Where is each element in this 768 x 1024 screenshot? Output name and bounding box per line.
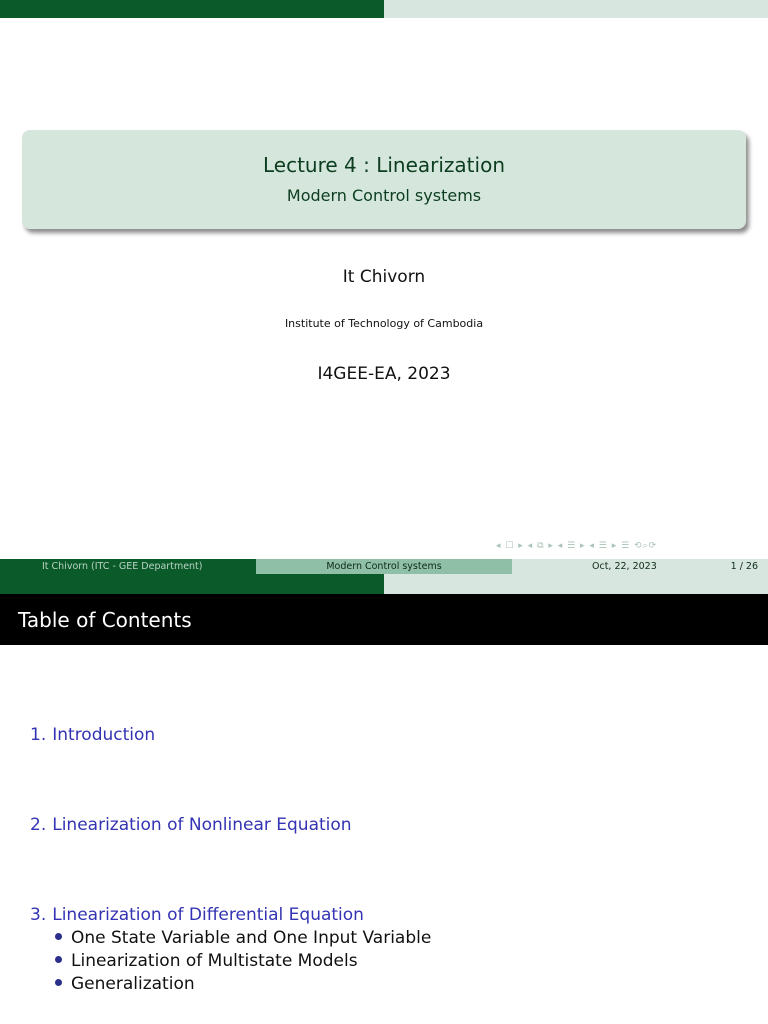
toc-subsection-label: Generalization bbox=[71, 974, 195, 994]
footer-title: Modern Control systems bbox=[256, 559, 512, 574]
navigation-symbols[interactable]: ◂ ☐ ▸ ◂ ⧉ ▸ ◂ ☰ ▸ ◂ ☰ ▸ ☰ ⟲⌕⟳ bbox=[496, 541, 658, 551]
toc-subsection[interactable] bbox=[55, 974, 195, 994]
toc-subsection-label: Linearization of Multistate Models bbox=[71, 951, 358, 971]
toc-label: Linearization of Differential Equation bbox=[52, 905, 364, 925]
header-bar-left bbox=[0, 0, 384, 18]
toc-number: 1. bbox=[30, 725, 47, 745]
frame-title-bar bbox=[0, 594, 768, 645]
bullet-icon bbox=[55, 956, 62, 963]
slide-title: Lecture 4 : Linearization bbox=[262, 153, 505, 177]
footer-date: Oct, 22, 2023 bbox=[592, 561, 657, 572]
toc-subsection[interactable] bbox=[55, 951, 358, 971]
author: It Chivorn bbox=[342, 267, 426, 287]
toc-label: Introduction bbox=[52, 725, 156, 745]
toc-label: Linearization of Nonlinear Equation bbox=[52, 815, 352, 835]
slide-subtitle: Modern Control systems bbox=[286, 186, 482, 205]
footline bbox=[0, 559, 768, 574]
header-bar-right bbox=[384, 0, 768, 18]
footer-author-box bbox=[0, 559, 256, 574]
title-block bbox=[22, 130, 746, 229]
page-number: 1 / 26 bbox=[730, 561, 758, 572]
bullet-icon bbox=[55, 979, 62, 986]
footer-author: It Chivorn (ITC - GEE Department) bbox=[42, 561, 203, 572]
frame-title: Table of Contents bbox=[18, 608, 192, 632]
toc-section-1[interactable] bbox=[30, 725, 155, 745]
toc-number: 2. bbox=[30, 815, 47, 835]
toc-section-2[interactable] bbox=[30, 815, 352, 835]
institute: Institute of Technology of Cambodia bbox=[284, 317, 484, 330]
toc-number: 3. bbox=[30, 905, 47, 925]
bottom-bar bbox=[0, 574, 768, 594]
toc-slide bbox=[0, 594, 768, 1024]
bullet-icon bbox=[55, 933, 62, 940]
bottom-bar-left bbox=[0, 574, 384, 594]
toc-subsection-label: One State Variable and One Input Variable bbox=[71, 928, 432, 948]
date-line: I4GEE-EA, 2023 bbox=[317, 364, 451, 384]
toc-section-3[interactable] bbox=[30, 905, 364, 925]
header-bar bbox=[0, 0, 768, 18]
bottom-bar-right bbox=[384, 574, 768, 594]
footer-info-box bbox=[512, 559, 768, 574]
toc-subsection[interactable] bbox=[55, 928, 431, 948]
